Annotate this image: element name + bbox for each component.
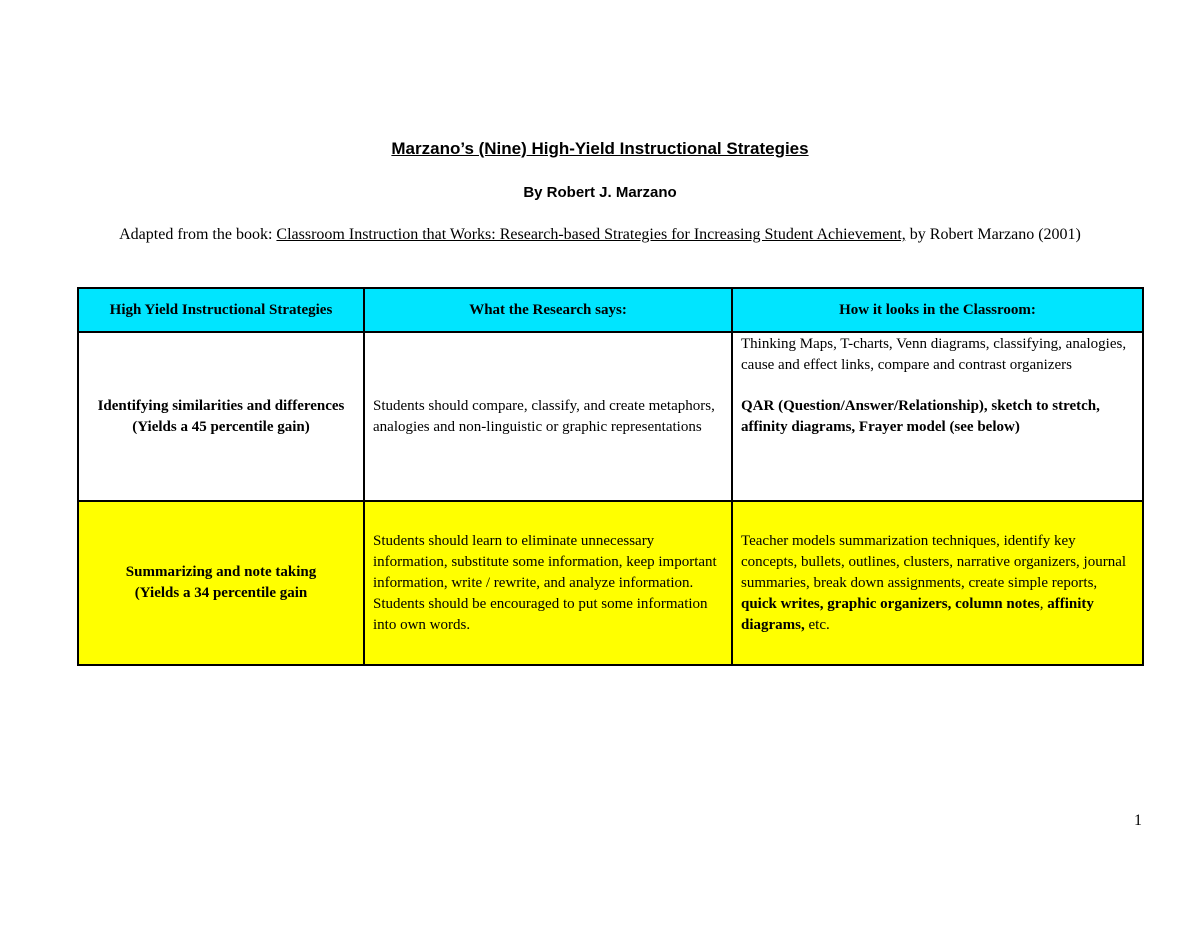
header-classroom: How it looks in the Classroom: [732,288,1143,332]
table-row [78,501,1143,665]
strategy-cell [78,332,364,501]
strategy-gain: (Yields a 45 percentile gain) [132,418,310,435]
classroom-examples: Thinking Maps, T-charts, Venn diagrams, classifying, analogies, cause and effect links, compare and contrast organizers [741,336,1127,373]
classroom-examples-end: etc. [804,616,830,633]
source-citation [0,226,1200,244]
document-title: Marzano’s (Nine) High-Yield Instructional Strategies [391,139,809,158]
citation-suffix: by Robert Marzano (2001) [905,226,1081,243]
research-cell: Students should compare, classify, and create metaphors, analogies and non-linguistic or graphic representations [364,332,732,501]
strategies-table [77,287,1144,666]
strategy-name: Summarizing and note taking [125,564,317,580]
classroom-cell [732,501,1143,665]
classroom-examples: Teacher models summarization techniques, identify key concepts, bullets, outlines, clusters, narrative organizers, journal summaries, break down assignments, create simple reports, [741,532,1127,591]
strategy-gain: (Yields a 34 percentile gain [134,585,308,601]
classroom-examples-bold: QAR (Question/Answer/Relationship), sketch to stretch, affinity diagrams, Frayer model (see below) [741,398,1100,435]
strategy-name: Identifying similarities and differences [97,397,345,414]
citation-prefix: Adapted from the book: [119,226,277,243]
classroom-examples-bold: quick writes, graphic organizers, column notes [741,595,1040,612]
strategy-cell [78,501,364,665]
header-research: What the Research says: [364,288,732,332]
table-header-row [78,288,1143,332]
classroom-cell [732,332,1143,501]
table-row [78,332,1143,501]
header-strategies: High Yield Instructional Strategies [78,288,364,332]
research-cell: Students should learn to eliminate unnecessary information, substitute some information, keep important information, write / rewrite, and analyze information. Students should be encouraged to put some information into own words. [364,501,732,665]
author-byline: By Robert J. Marzano [523,184,677,201]
book-title: Classroom Instruction that Works: Research-based Strategies for Increasing Student Achievement, [276,226,906,243]
page-number: 1 [1134,812,1142,829]
classroom-examples-bold-2: affinity diagrams, [741,595,1094,633]
classroom-separator: , [1039,595,1048,612]
